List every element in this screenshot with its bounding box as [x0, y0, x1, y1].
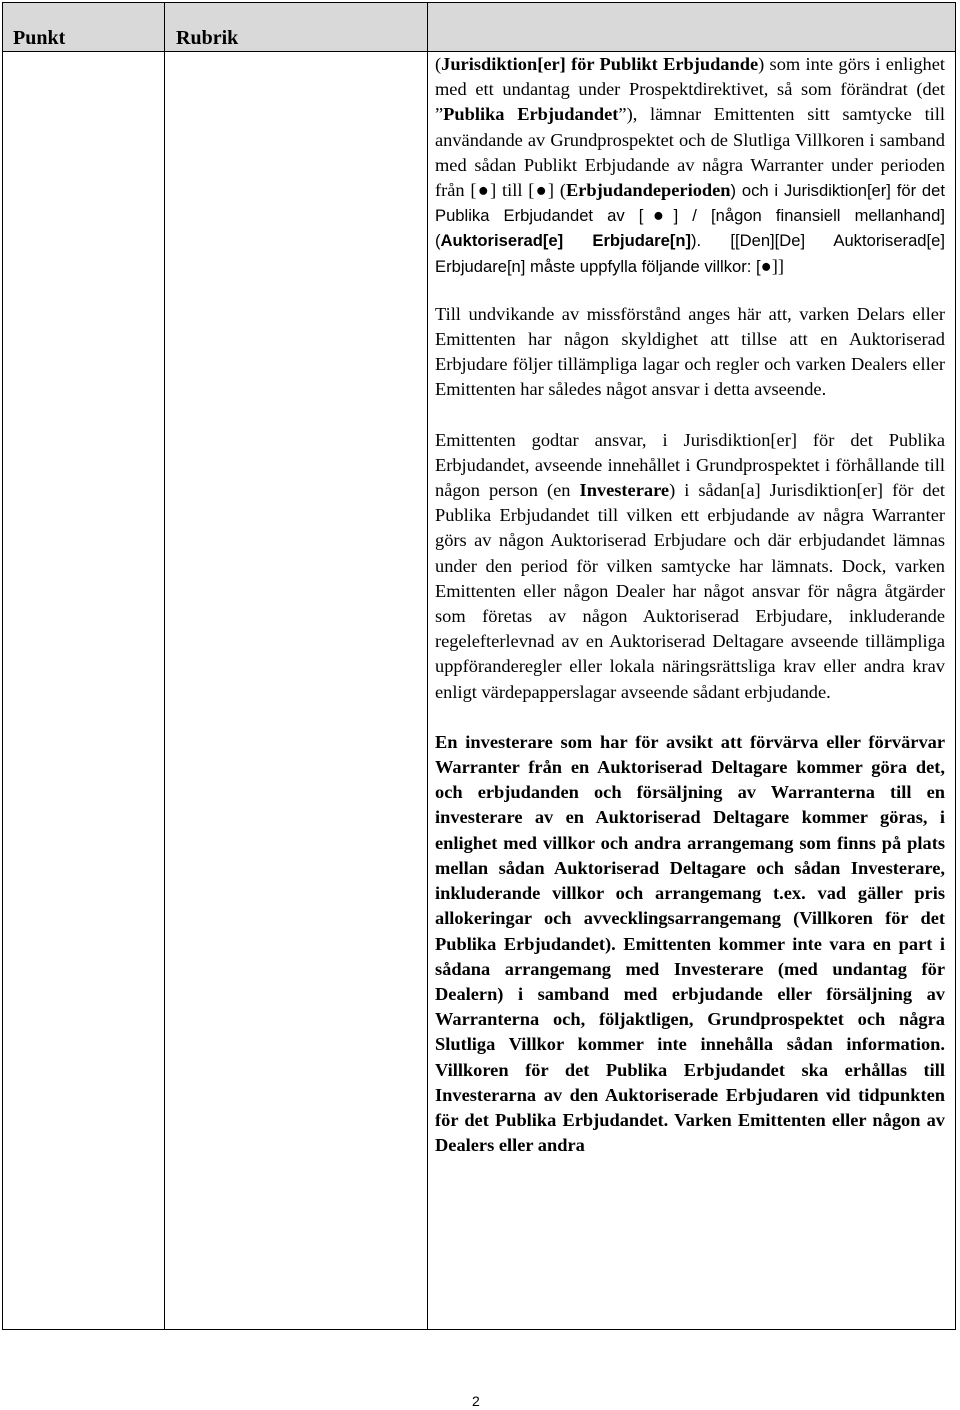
paragraph-consent: (Jurisdiktion[er] för Publikt Erbjudande) som inte görs i enlighet med ett undantag under Prospektdirektivet, så som förändrat (det ”Publika Erbjudandet”), lämnar Emittenten sitt samtycke till användande av Grundprospektet och de Slutliga Villkoren i samband med sådan Publikt Erbjudande av några Warranter under perioden från [●] till [●] (Erbjudandeperioden) och i Jurisdiktion[er] för det Publika Erbjudandet av [●] / [någon finansiell mellanhand] (Auktoriserad[e] Erbjudare[n]). [[Den][De] Auktoriserad[e] Erbjudare[n] måste uppfylla följande villkor: [●]] [435, 54, 946, 276]
paragraph-responsibility: Emittenten godtar ansvar, i Jurisdiktion[er] för det Publika Erbjudandet, avseende innehållet i Grundprospektet i förhållande till någon person (en Investerare) i sådan[a] Jurisdiktion[er] för det Publika Erbjudandet till vilken ett erbjudande av några Warranter görs av någon Auktoriserad Erbjudare och där erbjudandet lämnas under den period för vilken samtycke har lämnats. Dock, varken Emittenten eller någon Dealer har något ansvar för några åtgärder som företas av någon Auktoriserad Erbjudare, inkluderande regelefterlevnad av en Auktoriserad Deltagare avseende tillämpliga uppföranderegler eller lokala näringsrättsliga krav eller andra krav enligt värdepapperslagar avseende sådant erbjudande. [435, 429, 946, 702]
table-cell-content [435, 52, 945, 1183]
table-header-row [3, 3, 955, 52]
bullet-placeholder: ● [476, 180, 491, 201]
bullet-placeholder: ● [534, 180, 548, 201]
column-divider-2 [427, 3, 428, 1329]
header-punkt: Punkt [13, 27, 66, 49]
paragraph-investor-notice: En investerare som har för avsikt att förvärva eller förvärvar Warranter från en Auktoriserad Deltagare kommer göra det, och erbjudanden och försäljning av Warranterna till en investerare av en Auktoriserad Deltagare kommer göras, i enlighet med villkor och andra arrangemang som finns på plats mellan sådan Auktoriserad Deltagare och sådan Investerare, inkluderande villkor och arrangemang t.ex. vad gäller pris allokeringar och avvecklingsarrangemang (Villkoren för det Publika Erbjudandet). Emittenten kommer inte vara en part i sådana arrangemang med Investerare (med undantag för Dealern) i samband med erbjudande eller försäljning av Warranterna och, följaktligen, Grundprospektet och några Slutliga Villkor kommer inte innehålla sådan information. Villkoren för det Publika Erbjudandet ska erhållas till Investerarna av den Auktoriserade Erbjudaren vid tidpunkten för det Publika Erbjudandet. Varken Emittenten eller någon av Dealers eller andra [435, 731, 945, 1156]
column-divider-1 [164, 3, 165, 1329]
bullet-placeholder: ● [643, 205, 674, 226]
paragraph-disclaimer: Till undvikande av missförstånd anges här att, varken Delars eller Emittenten har någon skyldighet att tillse att en Auktoriserad Erbjudare följer tillämpliga lagar och regler och varken Dealers eller Emittenten har således något ansvar i detta avseende. [435, 303, 945, 400]
bullet-placeholder: ● [760, 255, 772, 276]
page-number: 2 [472, 1393, 480, 1409]
header-rubrik: Rubrik [176, 27, 239, 49]
